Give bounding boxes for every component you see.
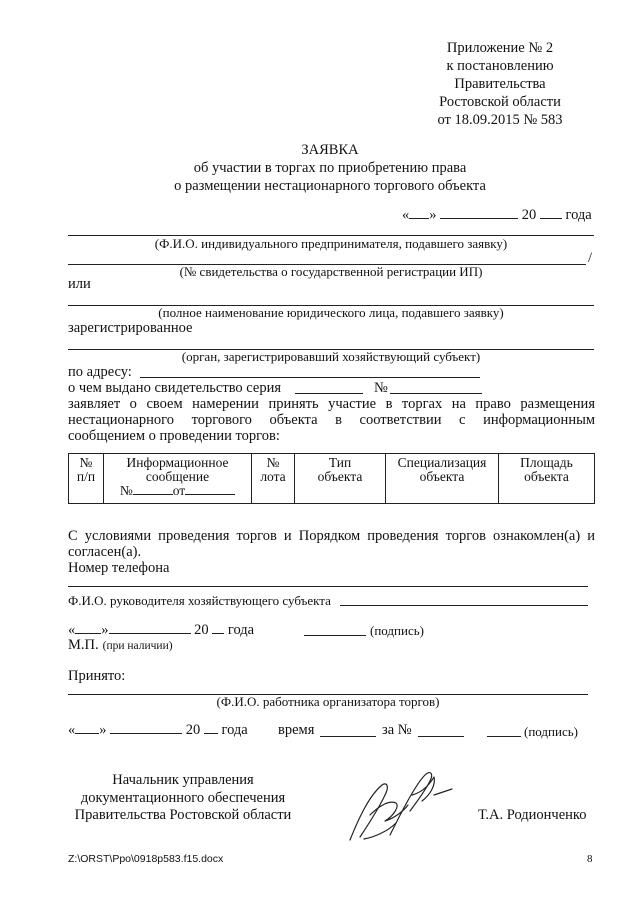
- legal-name-caption: (полное наименование юридического лица, подавшего заявку): [158, 305, 504, 320]
- header-cell: Тип объекта: [295, 454, 386, 504]
- time-blank[interactable]: [320, 736, 376, 737]
- reg-body-caption: (орган, зарегистрировавший хозяйствующий субъект): [181, 349, 481, 364]
- cert-ip-caption: (№ свидетельства о государственной регистрации ИП): [179, 264, 483, 279]
- appendix-line: Ростовской области: [439, 94, 561, 110]
- official-position: Начальник управления документационного обеспечения Правительства Ростовской области: [74, 772, 292, 823]
- cert-num-sign: №: [374, 380, 388, 396]
- month-blank[interactable]: [109, 633, 191, 634]
- year-blank[interactable]: [204, 733, 218, 734]
- document-title: [130, 141, 530, 195]
- agreement-line: согласен(а).: [68, 544, 142, 560]
- phone-line[interactable]: [68, 586, 588, 587]
- title-sub: о размещении нестационарного торгового объекта: [174, 178, 486, 194]
- auction-table: [68, 453, 595, 504]
- address-line[interactable]: [140, 377, 480, 378]
- slash: /: [588, 250, 593, 266]
- day-blank[interactable]: [409, 218, 429, 219]
- head-fio-label: Ф.И.О. руководителя хозяйствующего субъекта: [68, 593, 331, 608]
- head-fio-line[interactable]: [340, 605, 588, 606]
- day-blank[interactable]: [75, 733, 99, 734]
- header-cell: Площадь объекта: [499, 454, 595, 504]
- fio-ip-caption: (Ф.И.О. индивидуального предпринимателя, подавшего заявку): [154, 236, 508, 251]
- appendix-line: к постановлению: [446, 58, 554, 74]
- statement-line: заявляет о своем намерении принять участие в торгах на право размещения: [68, 396, 595, 412]
- year-blank[interactable]: [540, 218, 562, 219]
- month-blank[interactable]: [440, 218, 518, 219]
- appendix-line: от 18.09.2015 № 583: [437, 112, 563, 128]
- header-cell: № лота: [252, 454, 295, 504]
- year-prefix: 20: [521, 207, 537, 223]
- for-no-label: за №: [382, 722, 412, 738]
- table-header-row: [69, 454, 595, 504]
- date-line: [402, 207, 592, 224]
- registered-label: зарегистрированное: [68, 320, 193, 336]
- month-blank[interactable]: [110, 733, 182, 734]
- signature-caption: (подпись): [370, 623, 424, 638]
- accepted-caption: (Ф.И.О. работника организатора торгов): [216, 694, 440, 709]
- accepted-date-line: « » 20 года: [68, 722, 248, 738]
- time-label: время: [278, 722, 315, 738]
- cert-series-blank[interactable]: [295, 393, 363, 394]
- quote-close: »: [429, 207, 437, 223]
- cert-number-blank[interactable]: [390, 393, 482, 394]
- appendix-block: [425, 39, 575, 129]
- statement-line: сообщением о проведении торгов:: [68, 428, 280, 444]
- official-name: Т.А. Родионченко: [478, 807, 587, 823]
- year-blank[interactable]: [212, 633, 224, 634]
- accepted-signature-caption: (подпись): [524, 724, 578, 739]
- stamp-mark: М.П. (при наличии): [68, 637, 173, 653]
- page-number: 8: [587, 853, 593, 865]
- accepted-label: Принято:: [68, 668, 126, 684]
- year-suffix: года: [565, 207, 592, 223]
- phone-label: Номер телефона: [68, 560, 170, 576]
- quote-open: «: [402, 207, 410, 223]
- handwritten-signature: [330, 755, 480, 855]
- agreement-line: С условиями проведения торгов и Порядком проведения торгов ознакомлен(а) и: [68, 528, 595, 544]
- appendix-line: Правительства: [454, 76, 546, 92]
- signature-line[interactable]: [304, 635, 366, 636]
- header-cell: Информационное сообщение № от: [104, 454, 252, 504]
- header-cell: Специализация объекта: [386, 454, 499, 504]
- sign-date-line: « » 20 года: [68, 622, 255, 638]
- accepted-signature-line[interactable]: [487, 736, 521, 737]
- for-no-blank[interactable]: [418, 736, 464, 737]
- cert-series-text: о чем выдано свидетельство серия: [68, 380, 282, 396]
- header-cell: № п/п: [69, 454, 104, 504]
- title-main: ЗАЯВКА: [301, 142, 359, 158]
- address-label: по адресу:: [68, 364, 132, 380]
- day-blank[interactable]: [75, 633, 101, 634]
- title-sub: об участии в торгах по приобретению права: [193, 160, 467, 176]
- or-label: или: [68, 276, 91, 292]
- appendix-line: Приложение № 2: [446, 40, 554, 56]
- statement-line: нестационарного торгового объекта в соответствии с информационным: [68, 412, 595, 428]
- file-path: Z:\ORST\Ppo\0918p583.f15.docx: [68, 853, 224, 865]
